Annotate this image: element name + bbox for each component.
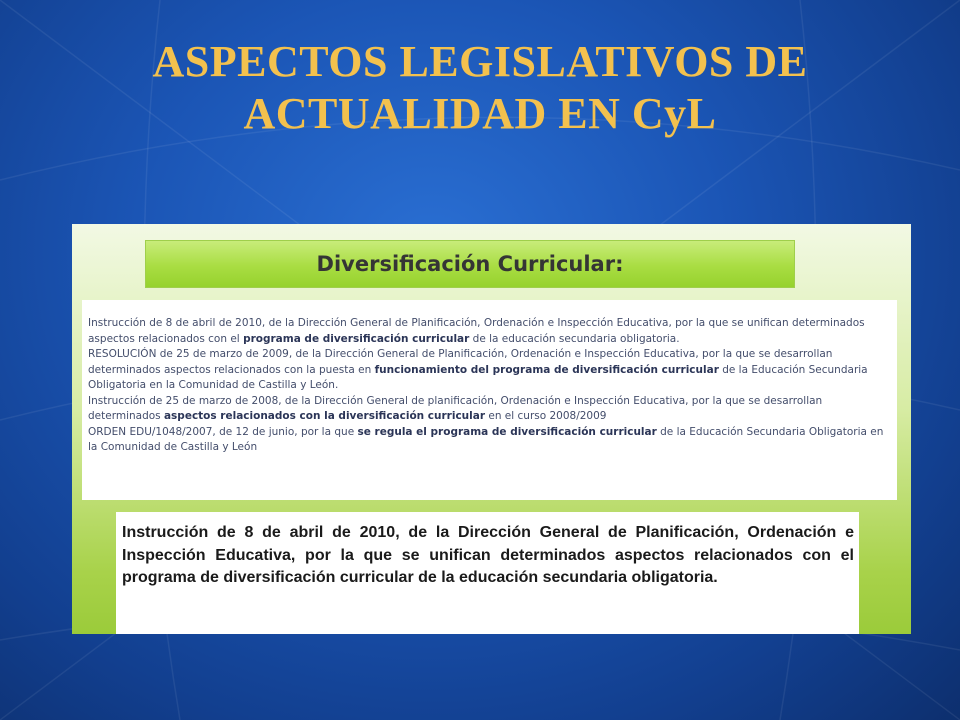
legislation-list <box>82 300 897 500</box>
list-item-text: Instrucción de 8 de abril de 2010, de la Dirección General de Planificación, Ordenación e Inspección Educativa, por la que se unifican determinados aspectos relacionados con el <box>88 317 865 345</box>
list-item <box>88 347 891 394</box>
list-item-text: de la educación secundaria obligatoria. <box>469 332 680 345</box>
panel-heading-bar <box>145 240 795 288</box>
slide-title-line-1: ASPECTOS LEGISLATIVOS DE <box>152 37 808 86</box>
slide-title-line-2: ACTUALIDAD EN CyL <box>243 89 717 138</box>
slide-title <box>0 36 960 140</box>
list-item-bold: se regula el programa de diversificación curricular <box>357 425 657 438</box>
list-item-text: ORDEN EDU/1048/2007, de 12 de junio, por la que <box>88 425 358 438</box>
list-item-bold: aspectos relacionados con la diversificación curricular <box>163 410 486 422</box>
list-item <box>88 425 891 456</box>
highlight-box <box>116 512 859 634</box>
list-item-text: Instrucción de 25 de marzo de 2008, de la Dirección General de planificación, Ordenación e Inspección Educativa, por la que se desarrollan determinados <box>88 394 823 422</box>
list-item-text: RESOLUCIÓN de 25 de marzo de 2009, de la Dirección General de Planificación, Ordenación e Inspección Educativa, por la que se desarrollan determinados aspectos relacionados con la puesta en <box>88 348 833 376</box>
list-item-bold: funcionamiento del programa de diversificación curricular <box>374 363 719 376</box>
list-item-text: de la Educación Secundaria Obligatoria en la Comunidad de Castilla y León. <box>88 363 868 391</box>
highlight-text: Instrucción de 8 de abril de 2010, de la Dirección General de Planificación, Ordenación e Inspección Educativa, por la que se unifican determinados aspectos relacionados con el programa de diversificación curricular de la educación secundaria obligatoria. <box>122 524 854 586</box>
legislation-list-text <box>88 316 891 456</box>
panel-heading: Diversificación Curricular: <box>316 252 624 276</box>
list-item-bold: programa de diversificación curricular <box>243 332 470 345</box>
list-item <box>88 316 891 347</box>
list-item-text: en el curso 2008/2009 <box>485 410 607 422</box>
list-item <box>88 394 891 425</box>
content-panel <box>72 224 911 634</box>
list-item-text: de la Educación Secundaria Obligatoria en la Comunidad de Castilla y León <box>88 425 884 453</box>
